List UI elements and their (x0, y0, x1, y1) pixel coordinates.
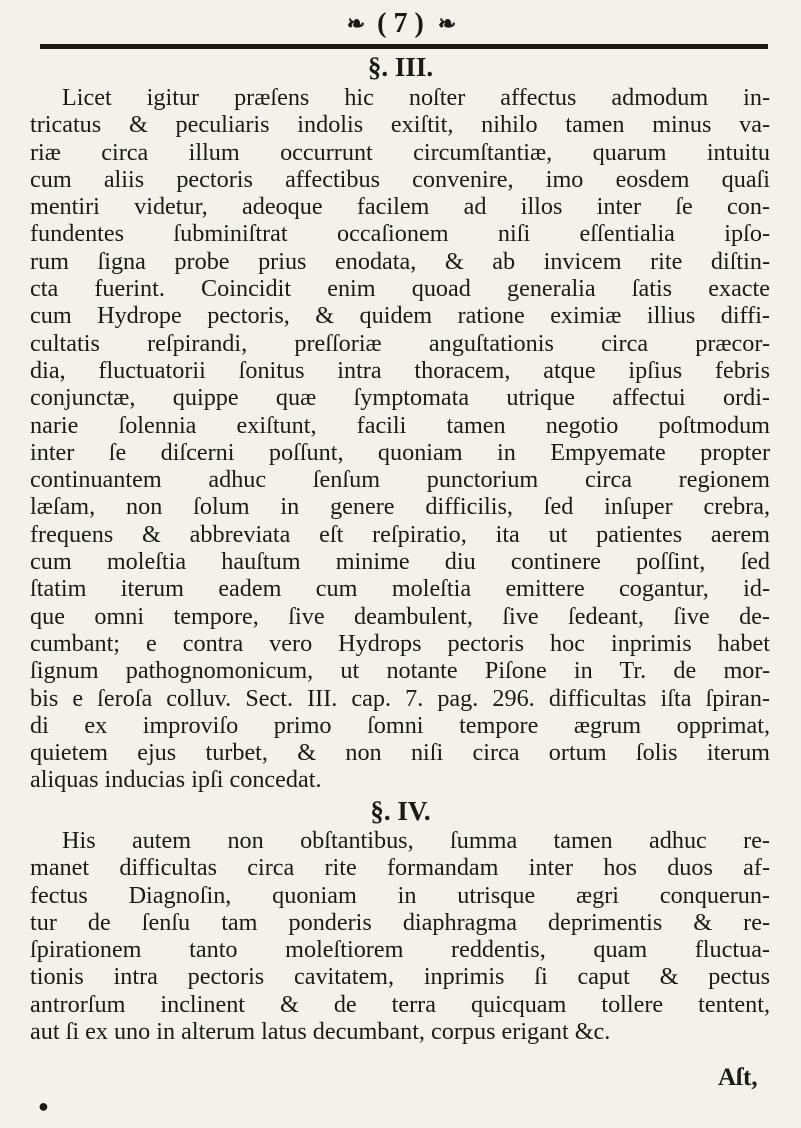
text-line: frequens & abbreviata eſt reſpiratio, ita ut patientes aerem (30, 520, 770, 548)
text-line: ſignum pathognomonicum, ut notante Piſone in Tr. de mor- (30, 657, 770, 685)
text-line: aliquas inducias ipſi concedat. (30, 766, 322, 794)
text-line: cultatis reſpirandi, preſſoriæ anguſtationis circa præcor- (30, 329, 770, 357)
text-line: riæ circa illum occurrunt circumſtantiæ, quarum intuitu (30, 138, 770, 166)
text-line: inter ſe diſcerni poſſunt, quoniam in Empyemate propter (30, 438, 770, 466)
text-line: cum Hydrope pectoris, & quidem ratione eximiæ illius diffi- (30, 302, 770, 330)
page-number: ( 7 ) (377, 8, 424, 39)
text-line: conjunctæ, quippe quæ ſymptomata utrique affectui ordi- (30, 384, 770, 412)
text-line: cum moleſtia hauſtum minime diu continere poſſint, ſed (30, 548, 770, 576)
text-line: læſam, non ſolum in genere difficilis, ſed inſuper crebra, (30, 493, 770, 521)
text-line: Licet igitur præſens hic noſter affectus admodum in- (62, 84, 770, 111)
text-line: rum ſigna probe prius enodata, & ab invicem rite diſtin- (30, 247, 770, 275)
text-line: que omni tempore, ſive deambulent, ſive ſedeant, ſive de- (30, 602, 770, 630)
left-ornament-icon: ❧ (346, 11, 364, 36)
section-4-text (30, 827, 770, 1045)
section-3-text (30, 84, 770, 794)
text-line: bis e ſeroſa colluv. Sect. III. cap. 7. pag. 296. difficultas iſta ſpiran- (30, 684, 770, 712)
text-line: mentiri videtur, adeoque facilem ad illos inter ſe con- (30, 193, 770, 221)
text-line: manet difficultas circa rite formandam inter hos duos af- (30, 854, 770, 882)
text-line: fectus Diagnoſin, quoniam in utrisque ægri conquerun- (30, 881, 770, 909)
text-line: cum aliis pectoris affectibus convenire, imo eosdem quaſi (30, 165, 770, 193)
text-line: quietem ejus turbet, & non niſi circa ortum ſolis iterum (30, 739, 770, 767)
text-line: antrorſum inclinent & de terra quicquam tollere tentent, (30, 990, 770, 1018)
text-line: tionis intra pectoris cavitatem, inprimis ſi caput & pectus (30, 963, 770, 991)
section-heading-3: §. III. (367, 52, 434, 82)
ink-blot-icon: ● (38, 1096, 49, 1116)
text-line: tur de ſenſu tam ponderis diaphragma deprimentis & re- (30, 908, 770, 936)
text-line: cta fuerint. Coincidit enim quoad generalia ſatis exacte (30, 275, 770, 303)
text-line: aut ſi ex uno in alterum latus decumbant, corpus erigant &c. (30, 1018, 611, 1046)
text-line: fundentes ſubminiſtrat occaſionem niſi eſſentialia ipſo- (30, 220, 770, 248)
header-rule (40, 44, 768, 49)
text-line: ſpirationem tanto moleſtiorem reddentis, quam fluctua- (30, 936, 770, 964)
catchword: Aſt, (718, 1064, 758, 1091)
text-line: cumbant; e contra vero Hydrops pectoris hoc inprimis habet (30, 629, 770, 657)
text-line: His autem non obſtantibus, ſumma tamen adhuc re- (62, 827, 770, 854)
text-line: continuantem adhuc ſenſum punctorium circa regionem (30, 466, 770, 494)
text-line: di ex improviſo primo ſomni tempore ægrum opprimat, (30, 711, 770, 739)
page-header (0, 4, 801, 44)
text-line: dia, fluctuatorii ſonitus intra thoracem, atque ipſius febris (30, 356, 770, 384)
right-ornament-icon: ❧ (437, 11, 455, 36)
text-line: ſtatim iterum eadem cum moleſtia emittere cogantur, id- (30, 575, 770, 603)
text-line: narie ſolennia exiſtunt, facili tamen negotio poſtmodum (30, 411, 770, 439)
section-heading-4: §. IV. (370, 796, 431, 826)
text-line: tricatus & peculiaris indolis exiſtit, nihilo tamen minus va- (30, 111, 770, 139)
